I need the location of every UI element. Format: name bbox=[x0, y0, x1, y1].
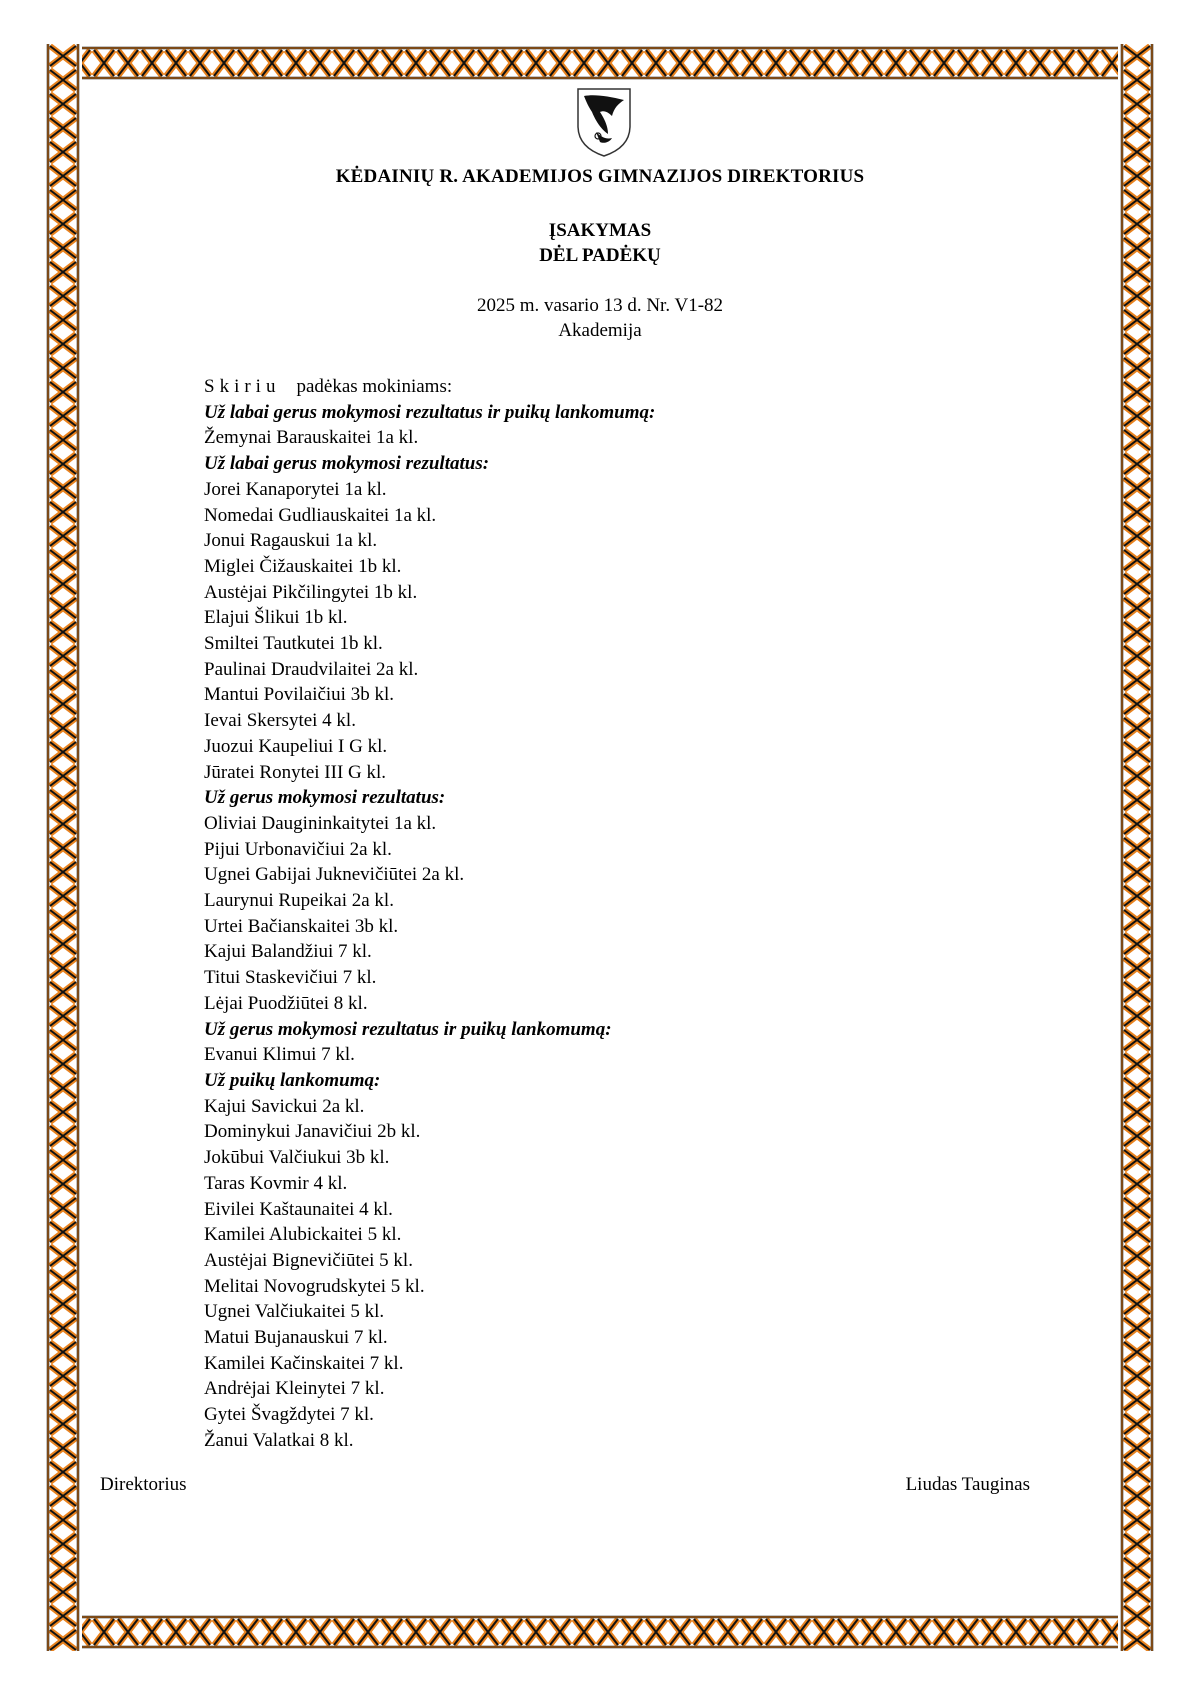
student-entry: Gytei Švagždytei 7 kl. bbox=[204, 1404, 374, 1426]
student-entry: Urtei Bačianskaitei 3b kl. bbox=[204, 915, 399, 937]
award-list bbox=[204, 374, 1024, 1454]
student-entry: Dominykui Janavičiui 2b kl. bbox=[204, 1121, 421, 1143]
section-heading: Už labai gerus mokymosi rezultatus: bbox=[204, 453, 490, 475]
signature-name: Liudas Tauginas bbox=[905, 1474, 1030, 1495]
document-subject: DĖL PADĖKŲ bbox=[539, 245, 661, 266]
order-title bbox=[0, 218, 1200, 268]
student-entry: Jūratei Ronytei III G kl. bbox=[204, 761, 387, 783]
signature-role: Direktorius bbox=[100, 1474, 187, 1495]
student-entry: Kajui Balandžiui 7 kl. bbox=[204, 941, 372, 963]
ornamental-border-left bbox=[44, 44, 82, 1651]
student-entry: Paulinai Draudvilaitei 2a kl. bbox=[204, 658, 419, 680]
student-entry: Jonui Ragauskui 1a kl. bbox=[204, 530, 378, 552]
student-entry: Nomedai Gudliauskaitei 1a kl. bbox=[204, 504, 437, 526]
ornamental-border-bottom bbox=[44, 1613, 1156, 1651]
student-entry: Ugnei Valčiukaitei 5 kl. bbox=[204, 1301, 385, 1323]
student-entry: Kamilei Alubickaitei 5 kl. bbox=[204, 1224, 402, 1246]
student-entry: Eivilei Kaštaunaitei 4 kl. bbox=[204, 1198, 393, 1220]
student-entry: Jorei Kanaporytei 1a kl. bbox=[204, 478, 387, 500]
student-entry: Kajui Savickui 2a kl. bbox=[204, 1095, 365, 1117]
ornamental-border-right bbox=[1118, 44, 1156, 1651]
document-meta bbox=[0, 293, 1200, 343]
student-entry: Žemynai Barauskaitei 1a kl. bbox=[204, 427, 419, 449]
student-entry: Miglei Čižauskaitei 1b kl. bbox=[204, 555, 402, 577]
student-entry: Andrėjai Kleinytei 7 kl. bbox=[204, 1378, 385, 1400]
student-entry: Ugnei Gabijai Juknevičiūtei 2a kl. bbox=[204, 864, 465, 886]
student-entry: Austėjai Pikčilingytei 1b kl. bbox=[204, 581, 418, 603]
student-entry: Matui Bujanauskui 7 kl. bbox=[204, 1327, 388, 1349]
intro-rest: padėkas mokiniams: bbox=[296, 376, 453, 397]
organization-title: KĖDAINIŲ R. AKADEMIJOS GIMNAZIJOS DIREKTORIUS bbox=[335, 166, 865, 187]
student-entry: Lėjai Puodžiūtei 8 kl. bbox=[204, 992, 368, 1014]
ornamental-border-top bbox=[44, 44, 1156, 82]
place: Akademija bbox=[558, 320, 642, 341]
student-entry: Juozui Kaupeliui I G kl. bbox=[204, 735, 388, 757]
student-entry: Žanui Valatkai 8 kl. bbox=[204, 1429, 354, 1451]
section-heading: Už gerus mokymosi rezultatus ir puikų lankomumą: bbox=[204, 1018, 612, 1040]
student-entry: Pijui Urbonavičiui 2a kl. bbox=[204, 838, 392, 860]
student-entry: Austėjai Bignevičiūtei 5 kl. bbox=[204, 1249, 413, 1271]
intro-line bbox=[204, 374, 1024, 400]
student-entry: Laurynui Rupeikai 2a kl. bbox=[204, 890, 394, 912]
date-number: 2025 m. vasario 13 d. Nr. V1-82 bbox=[476, 295, 724, 316]
student-entry: Mantui Povilaičiui 3b kl. bbox=[204, 684, 394, 706]
student-entry: Taras Kovmir 4 kl. bbox=[204, 1172, 348, 1194]
student-entry: Smiltei Tautkutei 1b kl. bbox=[204, 633, 383, 655]
student-entry: Titui Staskevičiui 7 kl. bbox=[204, 967, 377, 989]
document-type: ĮSAKYMAS bbox=[548, 220, 652, 241]
student-entry: Oliviai Daugininkaitytei 1a kl. bbox=[204, 812, 437, 834]
student-entry: Jokūbui Valčiukui 3b kl. bbox=[204, 1147, 390, 1169]
student-entry: Elajui Šlikui 1b kl. bbox=[204, 607, 348, 629]
section-heading: Už labai gerus mokymosi rezultatus ir puikų lankomumą: bbox=[204, 401, 656, 423]
student-entry: Ievai Skersytei 4 kl. bbox=[204, 710, 356, 732]
student-entry: Kamilei Kačinskaitei 7 kl. bbox=[204, 1352, 404, 1374]
student-entry: Melitai Novogrudskytei 5 kl. bbox=[204, 1275, 425, 1297]
section-heading: Už gerus mokymosi rezultatus: bbox=[204, 787, 446, 809]
coat-of-arms-icon bbox=[574, 86, 634, 158]
student-entry: Evanui Klimui 7 kl. bbox=[204, 1044, 355, 1066]
intro-verb: Skiriu bbox=[204, 376, 281, 397]
section-heading: Už puikų lankomumą: bbox=[204, 1069, 381, 1091]
